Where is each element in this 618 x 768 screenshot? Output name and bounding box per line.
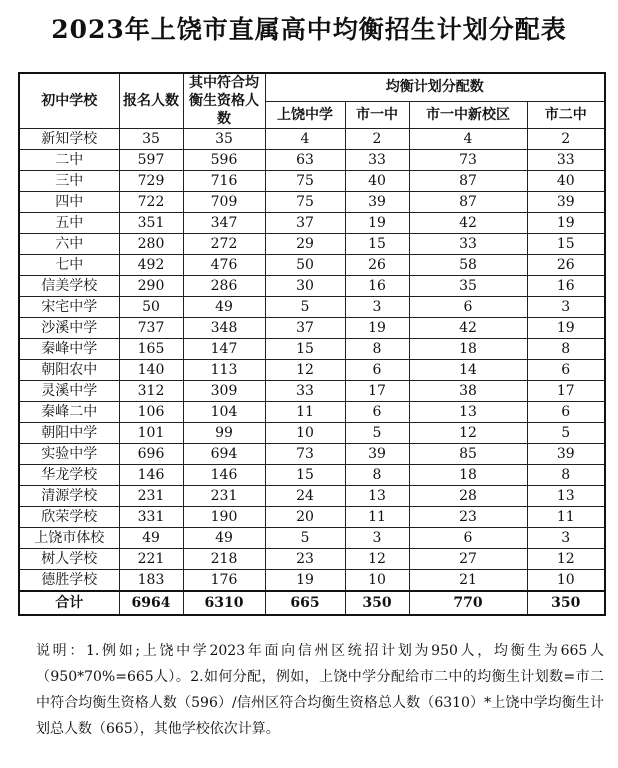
- number-cell: 49: [119, 528, 183, 549]
- number-cell: 16: [527, 276, 605, 297]
- number-cell: 15: [265, 465, 345, 486]
- school-name-cell: 六中: [19, 234, 119, 255]
- table-row: [19, 528, 605, 549]
- number-cell: 19: [265, 570, 345, 592]
- number-cell: 33: [527, 150, 605, 171]
- total-cell: 6964: [119, 591, 183, 615]
- number-cell: 146: [183, 465, 265, 486]
- number-cell: 221: [119, 549, 183, 570]
- table-body: [19, 129, 605, 592]
- number-cell: 85: [409, 444, 527, 465]
- number-cell: 2: [527, 129, 605, 150]
- number-cell: 348: [183, 318, 265, 339]
- school-name-cell: 二中: [19, 150, 119, 171]
- number-cell: 709: [183, 192, 265, 213]
- school-name-cell: 华龙学校: [19, 465, 119, 486]
- number-cell: 231: [183, 486, 265, 507]
- number-cell: 165: [119, 339, 183, 360]
- number-cell: 13: [527, 486, 605, 507]
- number-cell: 4: [265, 129, 345, 150]
- table-row: [19, 192, 605, 213]
- number-cell: 231: [119, 486, 183, 507]
- number-cell: 312: [119, 381, 183, 402]
- number-cell: 39: [345, 444, 409, 465]
- header-plan-col: 上饶中学: [265, 101, 345, 128]
- number-cell: 280: [119, 234, 183, 255]
- number-cell: 351: [119, 213, 183, 234]
- allocation-table: [18, 72, 606, 616]
- number-cell: 37: [265, 318, 345, 339]
- school-name-cell: 五中: [19, 213, 119, 234]
- number-cell: 596: [183, 150, 265, 171]
- number-cell: 73: [409, 150, 527, 171]
- table-row: [19, 255, 605, 276]
- number-cell: 218: [183, 549, 265, 570]
- table-row: [19, 297, 605, 318]
- number-cell: 3: [345, 297, 409, 318]
- header-plan-group: 均衡计划分配数: [265, 73, 605, 101]
- table-row: [19, 444, 605, 465]
- header-plan-col: 市一中: [345, 101, 409, 128]
- number-cell: 19: [527, 318, 605, 339]
- number-cell: 15: [265, 339, 345, 360]
- table-row: [19, 234, 605, 255]
- header-school: 初中学校: [19, 73, 119, 129]
- number-cell: 42: [409, 318, 527, 339]
- number-cell: 176: [183, 570, 265, 592]
- number-cell: 50: [265, 255, 345, 276]
- number-cell: 8: [345, 465, 409, 486]
- number-cell: 19: [345, 318, 409, 339]
- number-cell: 3: [527, 528, 605, 549]
- number-cell: 8: [345, 339, 409, 360]
- number-cell: 20: [265, 507, 345, 528]
- school-name-cell: 宋宅中学: [19, 297, 119, 318]
- number-cell: 19: [345, 213, 409, 234]
- school-name-cell: 三中: [19, 171, 119, 192]
- number-cell: 27: [409, 549, 527, 570]
- total-label: 合计: [19, 591, 119, 615]
- table-row: [19, 465, 605, 486]
- number-cell: 737: [119, 318, 183, 339]
- table-row: [19, 402, 605, 423]
- number-cell: 3: [345, 528, 409, 549]
- header-plan-col: 市一中新校区: [409, 101, 527, 128]
- number-cell: 99: [183, 423, 265, 444]
- number-cell: 5: [527, 423, 605, 444]
- number-cell: 15: [345, 234, 409, 255]
- number-cell: 716: [183, 171, 265, 192]
- number-cell: 23: [409, 507, 527, 528]
- number-cell: 14: [409, 360, 527, 381]
- number-cell: 106: [119, 402, 183, 423]
- number-cell: 19: [527, 213, 605, 234]
- number-cell: 42: [409, 213, 527, 234]
- number-cell: 597: [119, 150, 183, 171]
- document-title: 2023年上饶市直属高中均衡招生计划分配表: [51, 15, 567, 44]
- number-cell: 11: [265, 402, 345, 423]
- table-row: [19, 276, 605, 297]
- school-name-cell: 秦峰中学: [19, 339, 119, 360]
- number-cell: 140: [119, 360, 183, 381]
- number-cell: 39: [527, 192, 605, 213]
- number-cell: 6: [527, 402, 605, 423]
- number-cell: 24: [265, 486, 345, 507]
- number-cell: 694: [183, 444, 265, 465]
- table-row: [19, 171, 605, 192]
- number-cell: 37: [265, 213, 345, 234]
- number-cell: 3: [527, 297, 605, 318]
- number-cell: 11: [345, 507, 409, 528]
- header-qualified: 其中符合均衡生资格人数: [183, 73, 265, 129]
- table-row: [19, 507, 605, 528]
- number-cell: 8: [527, 339, 605, 360]
- number-cell: 101: [119, 423, 183, 444]
- explanation-note: 说明：1.例如;上饶中学2023年面向信州区统招计划为950人，均衡生为665人（950*70%=665人）。2.如何分配，例如，上饶中学分配给市二中的均衡生计划数=市二中符合均衡生资格人数（596）/信州区符合均衡生资格总人数（6310）*上饶中学均衡生计划总人数（665），其他学校依次计算。: [36, 643, 604, 737]
- number-cell: 272: [183, 234, 265, 255]
- school-name-cell: 朝阳中学: [19, 423, 119, 444]
- table-row: [19, 486, 605, 507]
- number-cell: 290: [119, 276, 183, 297]
- table-row: [19, 570, 605, 592]
- number-cell: 11: [527, 507, 605, 528]
- number-cell: 35: [183, 129, 265, 150]
- number-cell: 29: [265, 234, 345, 255]
- number-cell: 39: [345, 192, 409, 213]
- number-cell: 476: [183, 255, 265, 276]
- number-cell: 10: [265, 423, 345, 444]
- table-row: [19, 339, 605, 360]
- number-cell: 10: [527, 570, 605, 592]
- number-cell: 6: [409, 297, 527, 318]
- school-name-cell: 新知学校: [19, 129, 119, 150]
- number-cell: 50: [119, 297, 183, 318]
- number-cell: 729: [119, 171, 183, 192]
- number-cell: 12: [527, 549, 605, 570]
- number-cell: 21: [409, 570, 527, 592]
- number-cell: 40: [527, 171, 605, 192]
- number-cell: 35: [409, 276, 527, 297]
- number-cell: 15: [527, 234, 605, 255]
- number-cell: 39: [527, 444, 605, 465]
- number-cell: 104: [183, 402, 265, 423]
- number-cell: 58: [409, 255, 527, 276]
- number-cell: 12: [409, 423, 527, 444]
- total-cell: 350: [345, 591, 409, 615]
- number-cell: 4: [409, 129, 527, 150]
- number-cell: 13: [345, 486, 409, 507]
- number-cell: 30: [265, 276, 345, 297]
- number-cell: 12: [265, 360, 345, 381]
- number-cell: 18: [409, 339, 527, 360]
- table-row: [19, 318, 605, 339]
- number-cell: 5: [265, 528, 345, 549]
- table-row: [19, 423, 605, 444]
- total-cell: 665: [265, 591, 345, 615]
- number-cell: 63: [265, 150, 345, 171]
- number-cell: 87: [409, 171, 527, 192]
- number-cell: 286: [183, 276, 265, 297]
- number-cell: 331: [119, 507, 183, 528]
- number-cell: 6: [345, 360, 409, 381]
- number-cell: 49: [183, 528, 265, 549]
- number-cell: 2: [345, 129, 409, 150]
- number-cell: 183: [119, 570, 183, 592]
- number-cell: 26: [345, 255, 409, 276]
- school-name-cell: 清源学校: [19, 486, 119, 507]
- number-cell: 17: [527, 381, 605, 402]
- school-name-cell: 实验中学: [19, 444, 119, 465]
- number-cell: 190: [183, 507, 265, 528]
- school-name-cell: 朝阳农中: [19, 360, 119, 381]
- table-row: [19, 549, 605, 570]
- header-plan-col: 市二中: [527, 101, 605, 128]
- number-cell: 13: [409, 402, 527, 423]
- school-name-cell: 灵溪中学: [19, 381, 119, 402]
- school-name-cell: 七中: [19, 255, 119, 276]
- school-name-cell: 上饶市体校: [19, 528, 119, 549]
- number-cell: 10: [345, 570, 409, 592]
- number-cell: 26: [527, 255, 605, 276]
- total-cell: 6310: [183, 591, 265, 615]
- number-cell: 146: [119, 465, 183, 486]
- number-cell: 40: [345, 171, 409, 192]
- number-cell: 75: [265, 171, 345, 192]
- number-cell: 5: [265, 297, 345, 318]
- school-name-cell: 秦峰二中: [19, 402, 119, 423]
- number-cell: 6: [527, 360, 605, 381]
- number-cell: 38: [409, 381, 527, 402]
- table-row: [19, 213, 605, 234]
- number-cell: 73: [265, 444, 345, 465]
- number-cell: 12: [345, 549, 409, 570]
- total-cell: 770: [409, 591, 527, 615]
- school-name-cell: 四中: [19, 192, 119, 213]
- total-row: [19, 591, 605, 615]
- school-name-cell: 德胜学校: [19, 570, 119, 592]
- number-cell: 17: [345, 381, 409, 402]
- number-cell: 49: [183, 297, 265, 318]
- number-cell: 87: [409, 192, 527, 213]
- number-cell: 6: [345, 402, 409, 423]
- number-cell: 75: [265, 192, 345, 213]
- table-row: [19, 150, 605, 171]
- number-cell: 6: [409, 528, 527, 549]
- number-cell: 147: [183, 339, 265, 360]
- table-row: [19, 360, 605, 381]
- total-cell: 350: [527, 591, 605, 615]
- number-cell: 696: [119, 444, 183, 465]
- school-name-cell: 树人学校: [19, 549, 119, 570]
- number-cell: 23: [265, 549, 345, 570]
- number-cell: 18: [409, 465, 527, 486]
- table-row: [19, 381, 605, 402]
- header-applicants: 报名人数: [119, 73, 183, 129]
- number-cell: 35: [119, 129, 183, 150]
- table-row: [19, 129, 605, 150]
- number-cell: 28: [409, 486, 527, 507]
- number-cell: 33: [409, 234, 527, 255]
- school-name-cell: 信美学校: [19, 276, 119, 297]
- number-cell: 8: [527, 465, 605, 486]
- number-cell: 309: [183, 381, 265, 402]
- number-cell: 5: [345, 423, 409, 444]
- number-cell: 33: [345, 150, 409, 171]
- number-cell: 492: [119, 255, 183, 276]
- school-name-cell: 欣荣学校: [19, 507, 119, 528]
- school-name-cell: 沙溪中学: [19, 318, 119, 339]
- number-cell: 16: [345, 276, 409, 297]
- number-cell: 722: [119, 192, 183, 213]
- number-cell: 113: [183, 360, 265, 381]
- number-cell: 33: [265, 381, 345, 402]
- number-cell: 347: [183, 213, 265, 234]
